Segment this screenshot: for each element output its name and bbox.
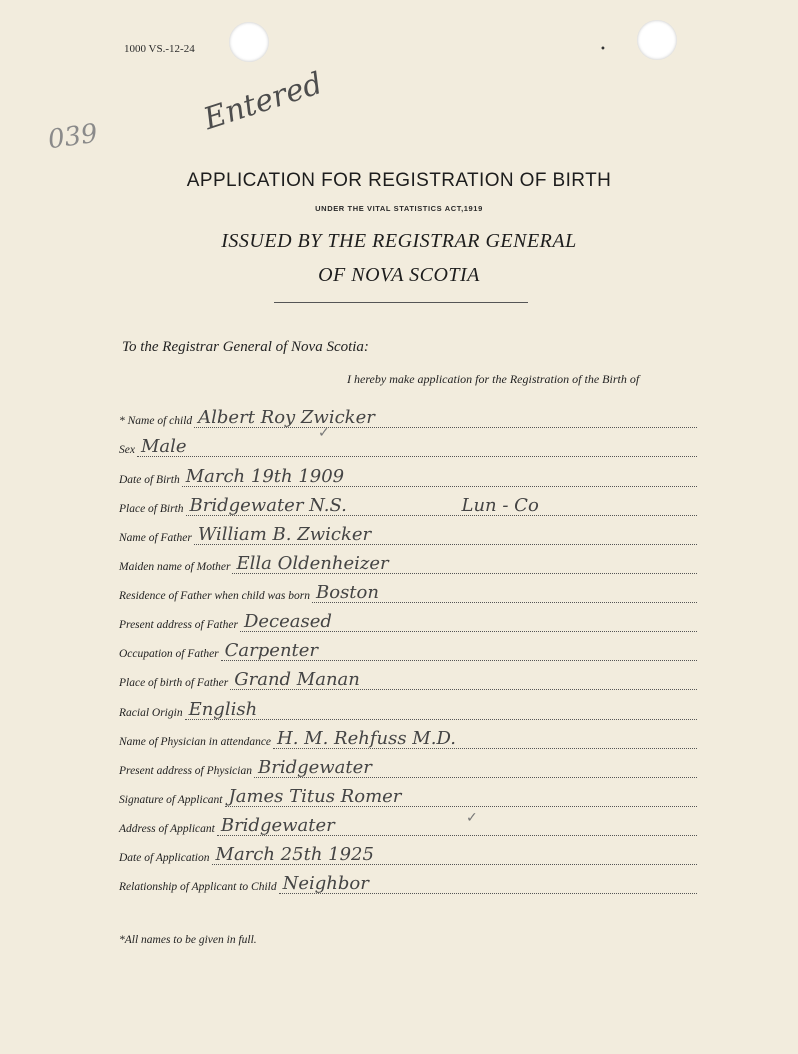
field-value: English xyxy=(188,699,258,720)
field-line xyxy=(194,520,697,545)
issuer-line-1: ISSUED BY THE REGISTRAR GENERAL xyxy=(221,230,577,252)
field-line xyxy=(217,811,697,836)
entered-annotation: Entered xyxy=(199,65,327,138)
field-line xyxy=(312,578,697,603)
field-label: Present address of Father xyxy=(119,619,238,631)
field-value: March 25th 1925 xyxy=(215,844,374,865)
field-line xyxy=(232,549,697,574)
field-line xyxy=(230,665,697,690)
field-value-county: Lun - Co xyxy=(461,495,539,516)
field-sex xyxy=(119,433,697,457)
field-line xyxy=(254,753,697,778)
field-label: Occupation of Father xyxy=(119,648,219,660)
field-label: Signature of Applicant xyxy=(119,794,223,806)
field-label: Place of birth of Father xyxy=(119,677,229,689)
field-line xyxy=(194,403,697,428)
issuer-line-2: OF NOVA SCOTIA xyxy=(318,264,480,286)
form-code: 1000 VS.-12-24 xyxy=(124,43,195,55)
field-line xyxy=(273,724,697,749)
field-line xyxy=(279,869,697,894)
field-line xyxy=(212,840,697,865)
field-label: Sex xyxy=(119,444,135,456)
field-present-address-of-physician xyxy=(119,754,697,778)
ink-dot: • xyxy=(600,44,606,55)
field-value: Albert Roy Zwicker xyxy=(198,407,375,428)
field-value: H. M. Rehfuss M.D. xyxy=(277,728,456,749)
field-racial-origin xyxy=(119,696,697,720)
field-label: Date of Application xyxy=(119,852,210,864)
checkmark-icon: ✓ xyxy=(318,425,330,441)
field-value: Bridgewater xyxy=(257,757,372,778)
field-date-of-application xyxy=(119,841,697,865)
field-name-of-physician xyxy=(119,725,697,749)
field-line xyxy=(221,636,697,661)
field-name-of-father xyxy=(119,521,697,545)
field-place-of-birth xyxy=(119,492,697,516)
field-value: Boston xyxy=(316,582,379,603)
field-value: March 19th 1909 xyxy=(185,466,345,487)
field-place-of-birth-of-father xyxy=(119,666,697,690)
field-line xyxy=(185,695,697,720)
field-value: Carpenter xyxy=(224,640,319,661)
field-present-address-of-father xyxy=(119,608,697,632)
field-label: Present address of Physician xyxy=(119,765,252,777)
field-label: Racial Origin xyxy=(119,707,183,719)
field-label: Relationship of Applicant to Child xyxy=(119,881,277,893)
field-label: Address of Applicant xyxy=(119,823,215,835)
field-address-of-applicant xyxy=(119,812,697,836)
field-line xyxy=(137,432,697,457)
field-value: Neighbor xyxy=(282,873,369,894)
field-value: Male xyxy=(140,436,187,457)
field-maiden-name-of-mother xyxy=(119,550,697,574)
field-value: Ella Oldenheizer xyxy=(236,553,389,574)
field-value: William B. Zwicker xyxy=(197,524,372,545)
field-relationship-of-applicant xyxy=(119,870,697,894)
field-value: Grand Manan xyxy=(234,669,360,690)
field-line xyxy=(182,462,697,487)
field-value: Deceased xyxy=(243,611,332,632)
checkmark-icon: ✓ xyxy=(466,810,478,826)
salutation: To the Registrar General of Nova Scotia: xyxy=(122,339,369,355)
field-date-of-birth xyxy=(119,463,697,487)
field-line xyxy=(186,491,697,516)
field-name-of-child xyxy=(119,404,697,428)
declaration: I hereby make application for the Registration of the Birth of xyxy=(347,372,640,386)
field-label: Residence of Father when child was born xyxy=(119,590,310,602)
form-subtitle: UNDER THE VITAL STATISTICS ACT,1919 xyxy=(315,204,483,213)
field-label: Maiden name of Mother xyxy=(119,561,231,573)
footnote: *All names to be given in full. xyxy=(119,934,257,946)
field-line xyxy=(240,607,697,632)
field-label: Name of Father xyxy=(119,532,192,544)
title-divider xyxy=(274,302,528,303)
punch-hole-left xyxy=(229,22,269,62)
field-label: Place of Birth xyxy=(119,503,184,515)
punch-hole-right xyxy=(637,20,677,60)
field-label: * Name of child xyxy=(119,415,193,427)
field-value: Bridgewater xyxy=(220,815,335,836)
field-value: Bridgewater N.S. xyxy=(189,495,347,516)
form-title: APPLICATION FOR REGISTRATION OF BIRTH xyxy=(186,170,612,191)
field-occupation-of-father xyxy=(119,637,697,661)
field-label: Date of Birth xyxy=(119,474,180,486)
field-residence-of-father xyxy=(119,579,697,603)
field-line xyxy=(225,782,698,807)
file-number-annotation: 039 xyxy=(46,118,100,156)
field-signature-of-applicant xyxy=(119,783,697,807)
field-value: James Titus Romer xyxy=(228,786,402,807)
field-label: Name of Physician in attendance xyxy=(119,736,272,748)
